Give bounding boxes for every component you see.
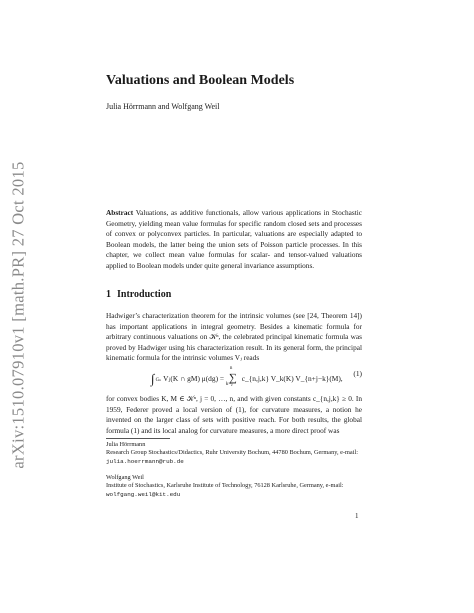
paper-authors: Julia Hörrmann and Wolfgang Weil bbox=[106, 102, 220, 111]
intro-paragraph-2: for convex bodies K, M ∈ 𝒦ⁿ, j = 0, …, n, and with given constants c_{n,j,k} ≥ 0. In 1959, Federer proved a local version of (1), for curvature measures, a notion he invented on the larger class of sets with positive reach. For both results, the global formula (1) and its local analog for curvature measures, a more direct proof was bbox=[106, 394, 362, 435]
equation-integrand: Vⱼ(K ∩ gM) μ(dg) = bbox=[163, 374, 225, 383]
equation-terms: c_{n,j,k} V_k(K) V_{n+j−k}(M), bbox=[241, 374, 343, 383]
integral-subscript: Gₙ bbox=[155, 378, 162, 383]
intro-paragraph-1: Hadwiger’s characterization theorem for the intrinsic volumes (see [24, Theorem 14]) has important applications in integral geometry. Besides a kinematic formula for arbitrary continuous valuations on 𝒦ⁿ, the celebrated principal kinematic formula was proved by Hadwiger using his characterization result. In its general form, the principal kinematic formula for the intrinsic volumes Vⱼ reads bbox=[106, 311, 362, 362]
abstract bbox=[106, 208, 362, 271]
sum-operator bbox=[225, 366, 240, 387]
sum-upper-limit: n bbox=[229, 366, 233, 371]
footnote-1-name: Julia Hörrmann bbox=[106, 441, 146, 448]
equation-label: (1) bbox=[353, 369, 362, 378]
footnote-author-2 bbox=[106, 474, 362, 499]
section-title: Introduction bbox=[117, 289, 172, 300]
arxiv-identifier bbox=[4, 150, 34, 480]
footnote-2-email[interactable]: wolfgang.weil@kit.edu bbox=[106, 490, 181, 498]
sum-sign-icon: ∑ bbox=[229, 372, 237, 384]
page-number: 1 bbox=[355, 512, 359, 520]
footnote-2-name: Wolfgang Weil bbox=[106, 474, 144, 481]
equation-body bbox=[151, 366, 343, 387]
section-number: 1 bbox=[106, 289, 111, 300]
integral-sign-icon: ∫ bbox=[151, 371, 155, 386]
arxiv-identifier-text: arXiv:1510.07910v1 [math.PR] 27 Oct 2015 bbox=[9, 161, 29, 469]
equation-1 bbox=[106, 362, 362, 388]
footnote-1-email[interactable]: julia.hoerrmann@rub.de bbox=[106, 457, 184, 465]
footnote-author-1 bbox=[106, 441, 362, 466]
abstract-label: Abstract bbox=[106, 208, 134, 217]
paper-title: Valuations and Boolean Models bbox=[106, 73, 295, 88]
abstract-text: Valuations, as additive functionals, allow various applications in Stochastic Geometry, yielding mean value formulas for specific random closed sets and processes of convex or polyconvex particles. In particular, valuations are especially adapted to Boolean models, the latter being the union sets of Poisson particle processes. In this chapter, we collect mean value formulas for scalar- and tensor-valued valuations applied to Boolean models under quite general invariance assumptions. bbox=[106, 208, 362, 270]
footnote-1-affiliation: Research Group Stochastics/Didactics, Ruhr University Bochum, 44780 Bochum, Germany, e-mail: bbox=[106, 449, 358, 457]
section-heading bbox=[106, 289, 171, 300]
footnote-2-affiliation: Institute of Stochastics, Karlsruhe Institute of Technology, 76128 Karlsruhe, Germany, e-mail: bbox=[106, 482, 344, 490]
footnote-divider bbox=[106, 438, 170, 439]
sum-lower-limit: k=j bbox=[225, 382, 233, 387]
